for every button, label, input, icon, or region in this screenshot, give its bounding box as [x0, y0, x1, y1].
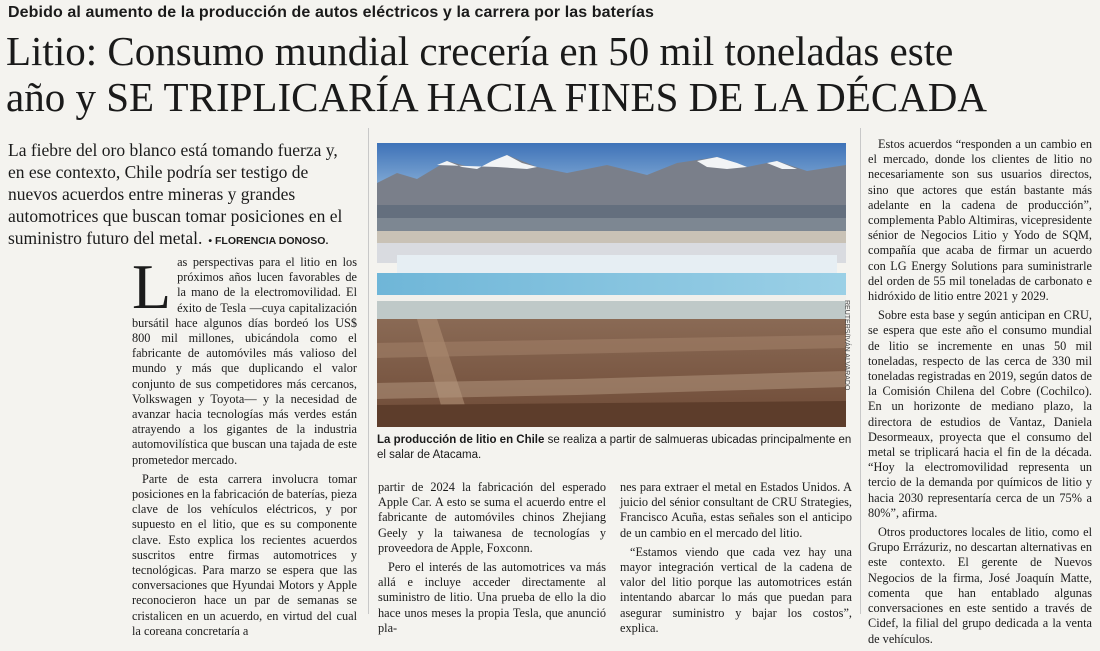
byline: • FLORENCIA DONOSO. [208, 235, 329, 247]
salt-flat-photo [377, 143, 846, 427]
paragraph: Sobre esta base y según anticipan en CRU, se espera que este año el consumo mundial de litio se incremente en unas 50 mil toneladas, respecto de las cerca de 330 mil toneladas registradas en 2019, según datos de la Comisión Chilena del Cobre (Cochilco). En un horizonte de mediano plazo, la directora de estudios de Vantaz, Daniela Desormeaux, proyecta que el consumo del metal se triplicará hacia el fin de la década. “Hoy la electromovilidad representa un tercio de la demanda por químicos de litio y hacia 2030 representaría cerca de un 75% a 80%”, afirma. [868, 308, 1092, 520]
paragraph: nes para extraer el metal en Estados Unidos. A juicio del sénior consultant de CRU Strategies, Francisco Acuña, estas señales son el anticipo de un cambio en el mercado del litio. [620, 480, 852, 540]
photo-caption [377, 433, 852, 463]
lead-paragraph [8, 139, 358, 252]
paragraph: “Estamos viendo que cada vez hay una mayor integración vertical de la cadena de valor del litio porque las automotrices están intentando abarcar lo más que puedan para asegurar suministro y bajar los costos”, explica. [620, 544, 852, 635]
article-column-1 [132, 251, 357, 643]
article-column-2 [378, 480, 606, 640]
column-divider [368, 128, 369, 614]
paragraph: Otros productores locales de litio, como el Grupo Errázuriz, no descartan alternativas en este contexto. El gerente de Nuevos Negocios de la firma, José Joaquín Matte, comenta que han entablado algunas conversaciones en este sentido a través de Cidef, la filial del grupo dedicada a la venta de vehículos. [868, 525, 1092, 646]
article-column-3 [620, 480, 852, 640]
photo-image [377, 143, 846, 427]
paragraph-text: as perspectivas para el litio en los próximos años lucen favorables de la mano de la electromovilidad. El éxito de Tesla —cuya capitalización bursátil hace algunos días bordeó los US$ 800 mil millones, ubicándola como el fabricante de automóviles más valioso del mundo y más que duplicando el valor conjunto de sus competidores más cercanos, Volkswagen y Toyota— y la necesidad de avanzar hacia tecnologías más verdes están atrayendo a los gigantes de la industria automovilística que buscan una tajada de este prometedor mercado. [132, 255, 357, 467]
paragraph [132, 251, 357, 468]
photo-credit: REUTERS/IVÁN ALVARADO [843, 300, 850, 391]
headline [6, 28, 1096, 120]
lead-text: La fiebre del oro blanco está tomando fuerza y, en ese contexto, Chile podría ser testigo de nuevos acuerdos entre mineras y grandes automotrices que buscan tomar posiciones en el suministro futuro del metal. [8, 140, 343, 248]
paragraph: partir de 2024 la fabricación del esperado Apple Car. A esto se suma el acuerdo entre el fabricante de automóviles chinos Zhejiang Geely y la taiwanesa de tecnologías y proveedora de Apple, Foxconn. [378, 480, 606, 555]
paragraph: Pero el interés de las automotrices va más allá e incluye acceder directamente al suministro de litio. Una prueba de ello la dio hace unos meses la propia Tesla, que anunció pla- [378, 560, 606, 635]
headline-line-1: Litio: Consumo mundial crecería en 50 mil toneladas este [6, 28, 954, 74]
paragraph: Estos acuerdos “responden a un cambio en el mercado, donde los clientes de litio no necesariamente son sus usuarios directos, sino que actores que están bastante más adelante en la cadena de producción”, complementa Pablo Altimiras, vicepresidente sénior de Negocios Litio y Yodo de SQM, compañía que acaba de firmar un acuerdo con LG Energy Solutions para suministrarle del orden de 55 mil toneladas de carbonato e hidróxido de litio entre 2021 y 2029. [868, 137, 1092, 304]
drop-cap: L [132, 251, 172, 322]
article-column-4 [868, 137, 1092, 651]
column-divider [860, 128, 861, 614]
caption-text: se realiza a partir de salmueras ubicadas principalmente en el salar de Atacama. [377, 434, 852, 461]
caption-bold: La producción de litio en Chile [377, 434, 545, 446]
kicker: Debido al aumento de la producción de autos eléctricos y la carrera por las baterías [8, 4, 654, 21]
headline-line-2: año y SE TRIPLICARÍA HACIA FINES DE LA DÉCADA [6, 74, 987, 120]
paragraph: Parte de esta carrera involucra tomar posiciones en la fabricación de baterías, pieza clave de los vehículos eléctricos, y por supuesto en el litio, que es su componente clave. Esto explica los recientes acuerdos suscritos entre firmas automotrices y tecnológicas. Para marzo se espera que las conversaciones que Hyundai Motors y Apple reconocieron hace un par de semanas se cristalicen en un acuerdo, en virtud del cual la coreana concretaría a [132, 471, 357, 638]
